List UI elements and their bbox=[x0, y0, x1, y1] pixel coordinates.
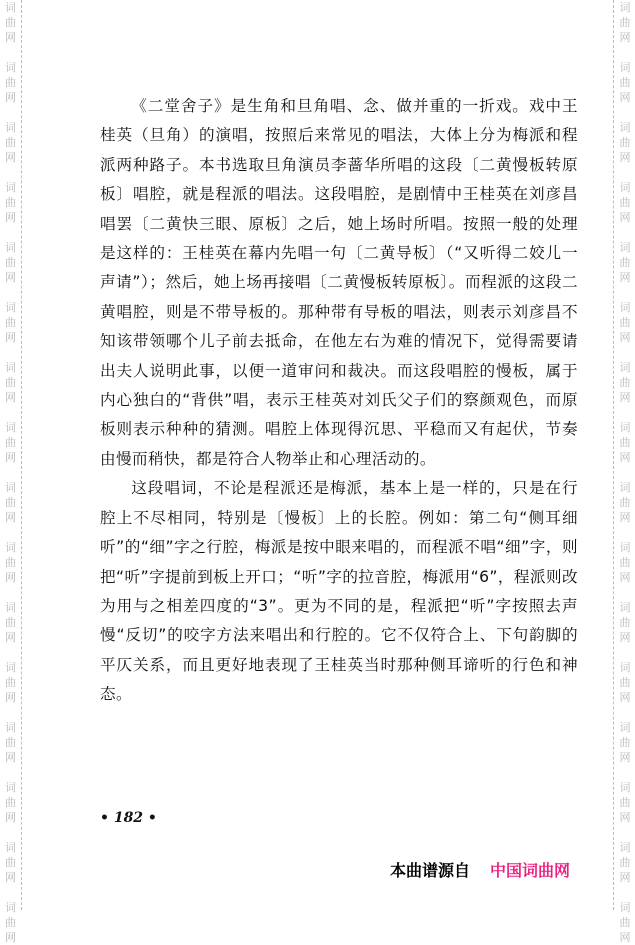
watermark-char: 词 bbox=[619, 61, 631, 74]
watermark-char: 词 bbox=[5, 181, 16, 194]
watermark-char: 曲 bbox=[5, 136, 16, 149]
watermark-char: 词 bbox=[5, 601, 16, 614]
paragraph-1: 《二堂舍子》是生角和旦角唱、念、做并重的一折戏。戏中王桂英（旦角）的演唱，按照后来常见的唱法，大体上分为梅派和程派两种路子。本书选取旦角演员李蔷华所唱的这段〔二黄慢板转原板〕唱腔，就是程派的唱法。这段唱腔，是剧情中王桂英在刘彦昌唱罢〔二黄快三眼、原板〕之后，她上场时所唱。按照一般的处理是这样的：王桂英在幕内先唱一句〔二黄导板〕（“又听得二姣儿一声请”）；然后，她上场再接唱〔二黄慢板转原板〕。而程派的这段二黄唱腔，则是不带导板的。那种带有导板的唱法，则表示刘彦昌不知该带领哪个儿子前去抵命，在他左右为难的情况下，觉得需要请出夫人说明此事，以便一道审问和裁决。而这段唱腔的慢板，属于内心独白的“背供”唱，表示王桂英对刘氏父子们的察颜观色，而原板则表示种种的猜测。唱腔上体现得沉思、平稳而又有起伏，节奏由慢而稍快，都是符合人物举止和心理活动的。 bbox=[100, 97, 578, 468]
watermark-char: 网 bbox=[619, 391, 631, 404]
watermark-char: 词 bbox=[619, 841, 631, 854]
watermark-char: 词 bbox=[619, 541, 631, 554]
page-number: • 182 • bbox=[100, 810, 157, 826]
watermark-group bbox=[0, 420, 21, 465]
watermark-group bbox=[614, 0, 635, 45]
watermark-char: 曲 bbox=[619, 136, 631, 149]
watermark-char: 词 bbox=[619, 301, 631, 314]
watermark-group bbox=[0, 780, 21, 825]
watermark-char: 网 bbox=[5, 91, 16, 104]
watermark-char: 曲 bbox=[5, 196, 16, 209]
watermark-char: 词 bbox=[5, 61, 16, 74]
watermark-char: 网 bbox=[619, 31, 631, 44]
watermark-char: 网 bbox=[619, 151, 631, 164]
watermark-char: 网 bbox=[619, 691, 631, 704]
watermark-group bbox=[0, 480, 21, 525]
watermark-char: 网 bbox=[5, 31, 16, 44]
watermark-char: 曲 bbox=[5, 856, 16, 869]
watermark-group bbox=[0, 180, 21, 225]
watermark-group bbox=[614, 300, 635, 345]
watermark-char: 曲 bbox=[619, 676, 631, 689]
watermark-group bbox=[614, 720, 635, 765]
watermark-char: 网 bbox=[619, 631, 631, 644]
watermark-char: 曲 bbox=[619, 916, 631, 929]
watermark-char: 词 bbox=[5, 1, 16, 14]
watermark-group bbox=[614, 660, 635, 705]
watermark-char: 网 bbox=[5, 331, 16, 344]
watermark-char: 词 bbox=[5, 661, 16, 674]
watermark-group bbox=[0, 300, 21, 345]
watermark-char: 曲 bbox=[619, 196, 631, 209]
watermark-char: 曲 bbox=[619, 436, 631, 449]
watermark-char: 网 bbox=[5, 391, 16, 404]
watermark-group bbox=[614, 240, 635, 285]
watermark-group bbox=[614, 360, 635, 405]
watermark-char: 曲 bbox=[619, 796, 631, 809]
watermark-char: 网 bbox=[619, 751, 631, 764]
watermark-char: 曲 bbox=[5, 796, 16, 809]
watermark-char: 词 bbox=[619, 601, 631, 614]
watermark-char: 网 bbox=[5, 211, 16, 224]
watermark-char: 网 bbox=[5, 271, 16, 284]
watermark-char: 词 bbox=[619, 241, 631, 254]
watermark-group bbox=[614, 420, 635, 465]
watermark-char: 词 bbox=[5, 361, 16, 374]
watermark-char: 词 bbox=[5, 781, 16, 794]
watermark-group bbox=[614, 600, 635, 645]
watermark-char: 网 bbox=[619, 571, 631, 584]
watermark-char: 曲 bbox=[5, 16, 16, 29]
watermark-char: 曲 bbox=[619, 376, 631, 389]
watermark-char: 网 bbox=[619, 271, 631, 284]
watermark-char: 网 bbox=[5, 571, 16, 584]
watermark-char: 网 bbox=[5, 931, 16, 944]
watermark-char: 词 bbox=[5, 121, 16, 134]
watermark-char: 曲 bbox=[5, 316, 16, 329]
watermark-char: 词 bbox=[619, 781, 631, 794]
watermark-char: 曲 bbox=[5, 256, 16, 269]
watermark-char: 词 bbox=[619, 181, 631, 194]
watermark-char: 网 bbox=[619, 811, 631, 824]
watermark-char: 词 bbox=[5, 241, 16, 254]
watermark-char: 词 bbox=[619, 481, 631, 494]
watermark-char: 网 bbox=[5, 451, 16, 464]
watermark-char: 网 bbox=[5, 871, 16, 884]
watermark-char: 曲 bbox=[619, 256, 631, 269]
watermark-char: 曲 bbox=[5, 556, 16, 569]
watermark-char: 网 bbox=[5, 751, 16, 764]
watermark-group bbox=[0, 120, 21, 165]
watermark-group bbox=[0, 60, 21, 105]
source-site-link[interactable]: 中国词曲网 bbox=[490, 861, 571, 880]
left-watermark-column bbox=[0, 0, 22, 944]
watermark-group bbox=[0, 240, 21, 285]
watermark-char: 词 bbox=[619, 901, 631, 914]
watermark-char: 网 bbox=[619, 211, 631, 224]
watermark-char: 曲 bbox=[5, 736, 16, 749]
watermark-char: 曲 bbox=[619, 556, 631, 569]
watermark-group bbox=[0, 840, 21, 885]
watermark-char: 曲 bbox=[619, 616, 631, 629]
watermark-char: 网 bbox=[5, 631, 16, 644]
watermark-char: 词 bbox=[5, 481, 16, 494]
watermark-group bbox=[614, 120, 635, 165]
watermark-char: 网 bbox=[619, 931, 631, 944]
watermark-char: 网 bbox=[5, 151, 16, 164]
watermark-char: 曲 bbox=[619, 496, 631, 509]
watermark-char: 曲 bbox=[619, 316, 631, 329]
watermark-char: 曲 bbox=[619, 16, 631, 29]
watermark-char: 曲 bbox=[619, 856, 631, 869]
watermark-char: 曲 bbox=[5, 436, 16, 449]
watermark-char: 词 bbox=[619, 421, 631, 434]
watermark-group bbox=[0, 0, 21, 45]
watermark-group bbox=[0, 660, 21, 705]
watermark-group bbox=[614, 480, 635, 525]
watermark-char: 曲 bbox=[5, 616, 16, 629]
watermark-char: 网 bbox=[619, 511, 631, 524]
watermark-char: 曲 bbox=[5, 676, 16, 689]
watermark-group bbox=[0, 540, 21, 585]
watermark-group bbox=[0, 900, 21, 945]
watermark-char: 词 bbox=[619, 1, 631, 14]
watermark-group bbox=[614, 780, 635, 825]
watermark-char: 曲 bbox=[5, 916, 16, 929]
watermark-char: 网 bbox=[619, 331, 631, 344]
watermark-group bbox=[0, 720, 21, 765]
watermark-char: 曲 bbox=[5, 376, 16, 389]
watermark-char: 曲 bbox=[5, 76, 16, 89]
watermark-char: 曲 bbox=[619, 736, 631, 749]
watermark-group bbox=[614, 60, 635, 105]
watermark-group bbox=[0, 600, 21, 645]
watermark-char: 词 bbox=[5, 301, 16, 314]
watermark-char: 网 bbox=[5, 811, 16, 824]
paragraph-2: 这段唱词，不论是程派还是梅派，基本上是一样的，只是在行腔上不尽相同，特别是〔慢板〕上的长腔。例如：第二句“侧耳细听”的“细”字之行腔，梅派是按中眼来唱的，而程派不唱“细”字，则把“听”字提前到板上开口；“听”字的拉音腔，梅派用“6”，程派则改为用与之相差四度的“3”。更为不同的是，程派把“听”字按照去声慢“反切”的咬字方法来唱出和行腔的。它不仅符合上、下句韵脚的平仄关系，而且更好地表现了王桂英当时那种侧耳谛听的行色和神态。 bbox=[100, 479, 578, 704]
watermark-char: 词 bbox=[619, 121, 631, 134]
watermark-char: 词 bbox=[5, 541, 16, 554]
watermark-char: 曲 bbox=[5, 496, 16, 509]
watermark-char: 网 bbox=[619, 871, 631, 884]
watermark-char: 词 bbox=[5, 901, 16, 914]
watermark-group bbox=[0, 360, 21, 405]
page-body bbox=[100, 92, 578, 710]
watermark-group bbox=[614, 840, 635, 885]
right-watermark-column bbox=[613, 0, 635, 944]
watermark-group bbox=[614, 900, 635, 945]
watermark-char: 词 bbox=[5, 841, 16, 854]
source-credit bbox=[390, 858, 570, 881]
watermark-char: 词 bbox=[619, 721, 631, 734]
watermark-group bbox=[614, 180, 635, 225]
watermark-char: 网 bbox=[5, 691, 16, 704]
source-prefix: 本曲谱源自 bbox=[390, 861, 471, 880]
watermark-group bbox=[614, 540, 635, 585]
watermark-char: 曲 bbox=[619, 76, 631, 89]
watermark-char: 网 bbox=[5, 511, 16, 524]
watermark-char: 词 bbox=[5, 421, 16, 434]
watermark-char: 网 bbox=[619, 451, 631, 464]
watermark-char: 词 bbox=[619, 661, 631, 674]
watermark-char: 词 bbox=[5, 721, 16, 734]
watermark-char: 网 bbox=[619, 91, 631, 104]
watermark-char: 词 bbox=[619, 361, 631, 374]
